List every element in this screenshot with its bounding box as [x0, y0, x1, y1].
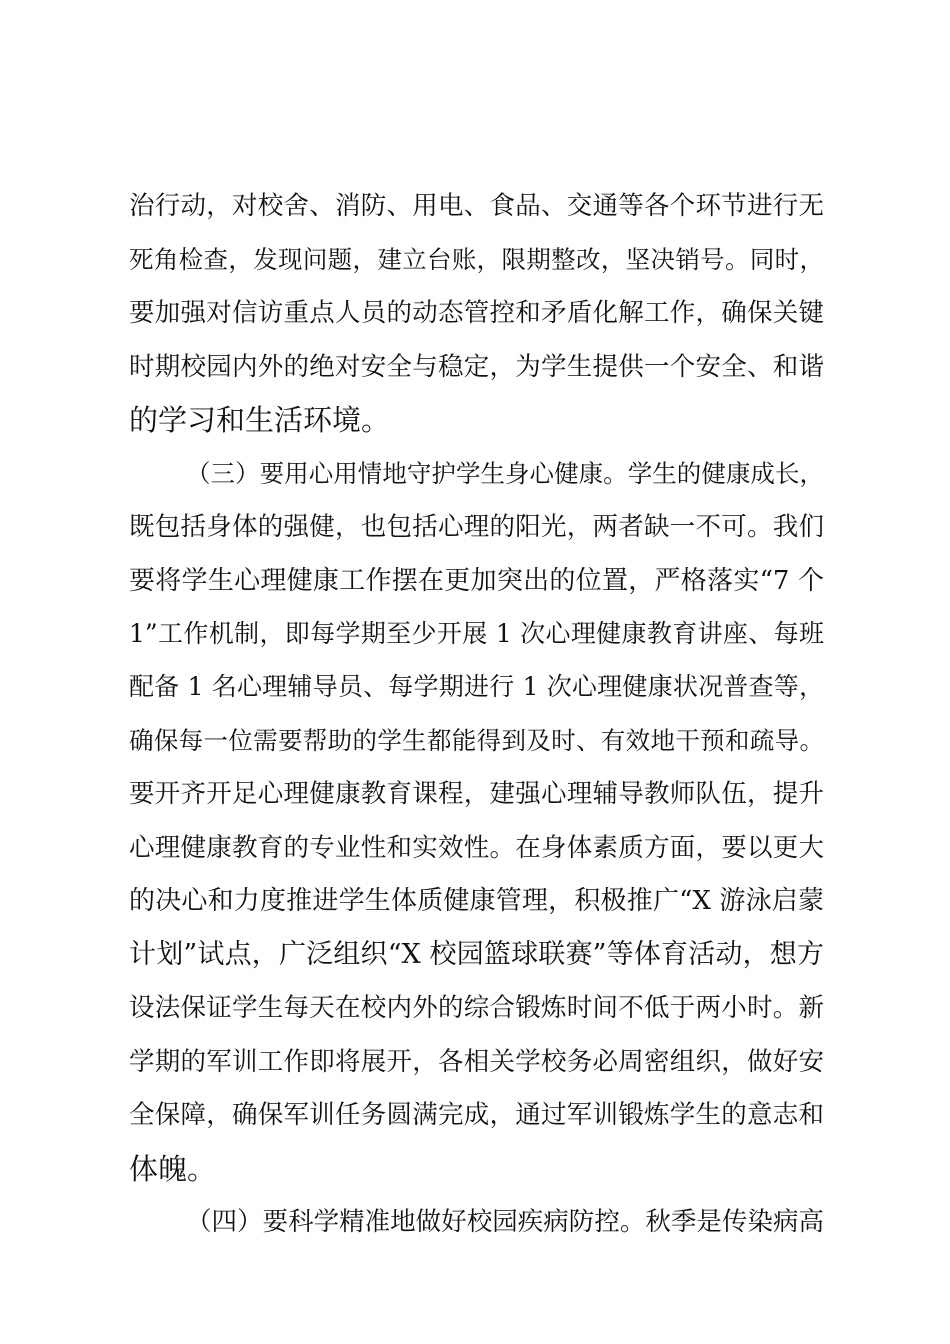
text-line-11: 确保每一位需要帮助的学生都能得到及时、有效地干预和疏导。 — [129, 726, 824, 755]
text-line-4: 时期校园内外的绝对安全与稳定，为学生提供一个安全、和谐 — [129, 352, 824, 382]
text-line-14: 的决心和力度推进学生体质健康管理，积极推广“X 游泳启蒙 — [129, 886, 824, 916]
text-line-17: 学期的军训工作即将展开，各相关学校务必周密组织，做好安 — [129, 1047, 824, 1077]
text-line-18: 全保障，确保军训任务圆满完成，通过军训锻炼学生的意志和 — [129, 1100, 824, 1130]
text-line-1: 治行动，对校舍、消防、用电、食品、交通等各个环节进行无 — [129, 191, 824, 221]
text-line-9: 1”工作机制，即每学期至少开展 1 次心理健康教育讲座、每班 — [129, 619, 824, 648]
text-line-5: 的学习和生活环境。 — [129, 403, 391, 437]
text-line-10: 配备 1 名心理辅导员、每学期进行 1 次心理健康状况普查等， — [129, 672, 824, 701]
text-line-16: 设法保证学生每天在校内外的综合锻炼时间不低于两小时。新 — [129, 993, 824, 1023]
text-line-3: 要加强对信访重点人员的动态管控和矛盾化解工作，确保关键 — [129, 298, 824, 328]
text-line-13: 心理健康教育的专业性和实效性。在身体素质方面，要以更大 — [129, 833, 824, 863]
text-line-2: 死角检查，发现问题，建立台账，限期整改，坚决销号。同时， — [129, 245, 824, 274]
text-line-7: 既包括身体的强健，也包括心理的阳光，两者缺一不可。我们 — [129, 512, 824, 542]
section-heading-3: （三）要用心用情地守护学生身心健康。学生的健康成长， — [186, 459, 824, 488]
text-line-8: 要将学生心理健康工作摆在更加突出的位置，严格落实“7 个 — [129, 566, 824, 596]
text-line-12: 要开齐开足心理健康教育课程，建强心理辅导教师队伍，提升 — [129, 779, 824, 809]
text-line-15: 计划”试点，广泛组织“X 校园篮球联赛”等体育活动，想方 — [129, 939, 824, 970]
section-heading-4: （四）要科学精准地做好校园疾病防控。秋季是传染病高 — [186, 1207, 824, 1237]
text-line-19: 体魄。 — [129, 1152, 217, 1186]
